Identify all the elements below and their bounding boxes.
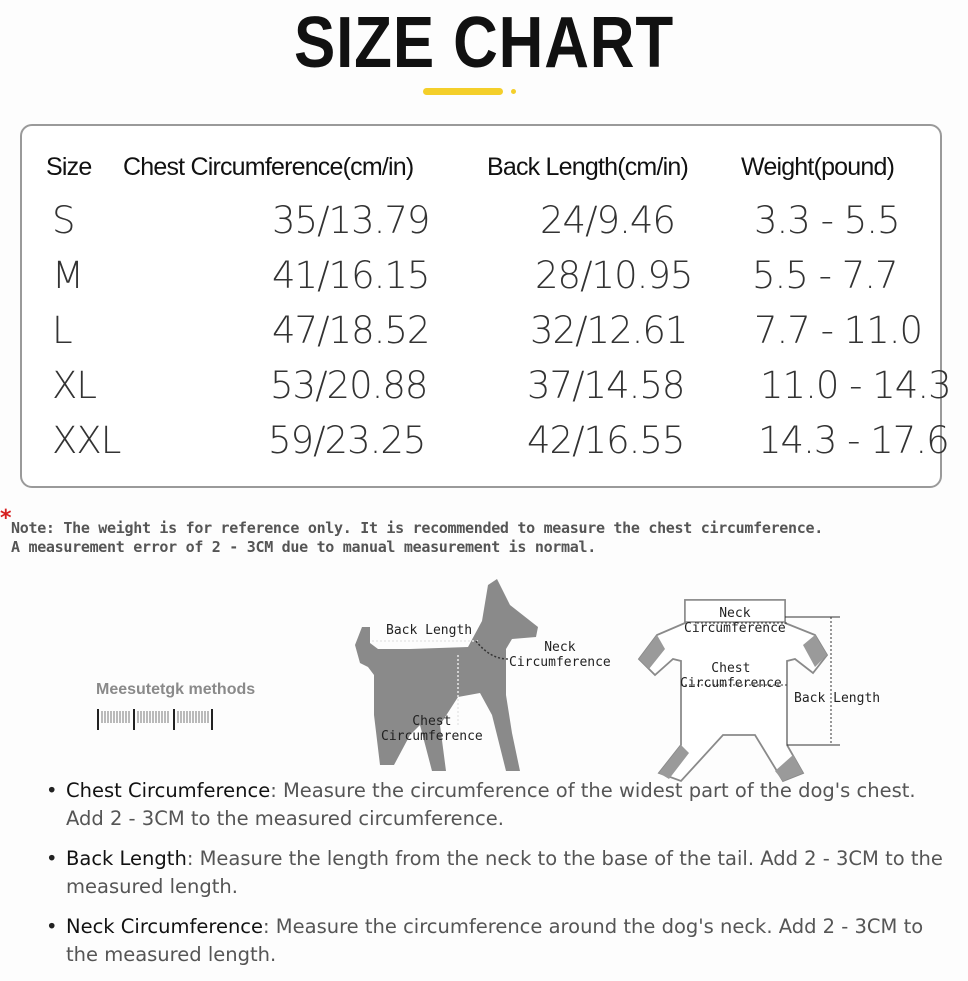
header-chest: Chest Circumference(cm/in) [123,153,414,181]
note-line-1: Note: The weight is for reference only. It is recommended to measure the chest circumference. [11,519,823,537]
cell-chest: 47/18.52 [272,309,430,352]
dog-neck-label-line2: Circumference [509,655,611,670]
dog-neck-label [509,640,611,670]
instruction-term: Chest Circumference [66,779,271,802]
shirt-neck-label-line2: Circumference [684,621,786,636]
note-asterisk: * [0,506,12,531]
cell-weight: 14.3 - 17.6 [758,419,949,462]
ruler-icon [96,706,216,732]
bullet-dot: • [46,779,58,802]
shirt-neck-label-line1: Neck [719,606,751,621]
cell-chest: 41/16.15 [272,254,430,297]
measurement-note [11,519,823,557]
cell-back: 37/14.58 [527,364,685,407]
cell-size: L [52,309,72,352]
bullet-dot: • [46,915,58,938]
cell-chest: 35/13.79 [272,199,430,242]
cell-size: M [52,254,83,297]
header-back: Back Length(cm/in) [487,153,688,181]
dog-back-length-label: Back Length [386,623,473,638]
shirt-chest-label-line2: Circumference [680,676,782,691]
shirt-neck-label [684,606,786,636]
cell-back: 32/12.61 [530,309,688,352]
dog-silhouette-icon [340,575,560,775]
title-underline-bar [423,88,503,95]
dog-chest-label-line1: Chest [412,714,452,729]
shirt-back-length-label: Back Length [794,691,881,706]
instruction-term: Back Length [66,847,187,870]
cell-chest: 59/23.25 [268,419,426,462]
instruction-text: : Measure the length from the neck to the base of the tail. Add 2 - 3CM to the measured length. [66,847,943,898]
note-line-2: A measurement error of 2 - 3CM due to manual measurement is normal. [11,538,596,556]
dog-chest-label-line2: Circumference [381,729,483,744]
instruction-text: : Measure the circumference of the widest part of the dog's chest. Add 2 - 3CM to the measured circumference. [66,779,916,830]
cell-back: 28/10.95 [535,254,693,297]
cell-size: XL [52,364,96,407]
list-item [46,777,946,833]
bullet-dot: • [46,847,58,870]
list-item [46,845,946,901]
shirt-chest-label-line1: Chest [711,661,751,676]
page-title: SIZE CHART [293,3,675,83]
header-size: Size [46,153,92,181]
cell-size: S [52,199,75,242]
cell-size: XXL [52,419,121,462]
dog-chest-label [381,714,483,744]
cell-weight: 3.3 - 5.5 [754,199,900,242]
cell-back: 24/9.46 [540,199,675,242]
methods-label: Meesutetgk methods [96,681,256,698]
cell-weight: 7.7 - 11.0 [754,309,923,352]
instruction-term: Neck Circumference [66,915,264,938]
cell-back: 42/16.55 [527,419,685,462]
cell-weight: 11.0 - 14.3 [760,364,951,407]
measurement-instructions [46,777,946,981]
shirt-chest-label [680,661,782,691]
title-underline-dot [511,89,516,94]
header-weight: Weight(pound) [741,153,895,181]
cell-chest: 53/20.88 [270,364,428,407]
cell-weight: 5.5 - 7.7 [752,254,898,297]
dog-neck-label-line1: Neck [544,640,576,655]
instruction-text: : Measure the circumference around the dog's neck. Add 2 - 3CM to the measured length. [66,915,924,966]
list-item [46,913,946,969]
